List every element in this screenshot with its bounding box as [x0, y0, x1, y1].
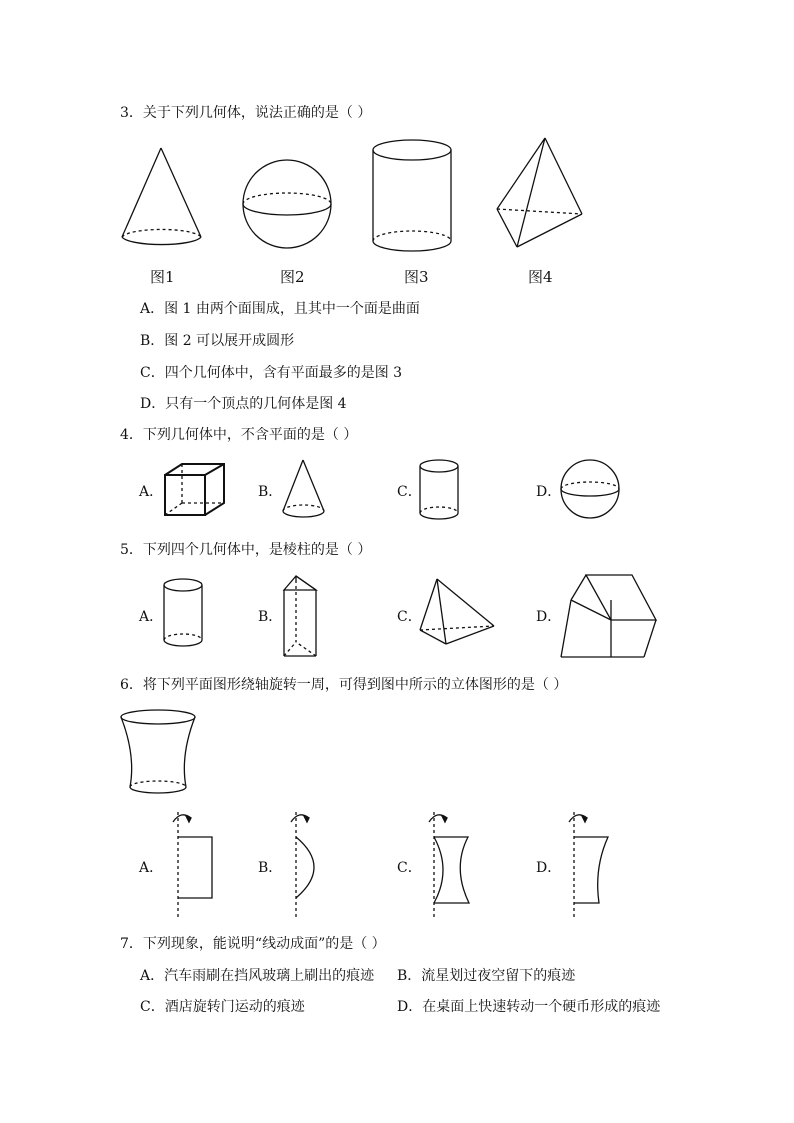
q7-option-a: A．汽车雨刷在挡风玻璃上刷出的痕迹: [140, 968, 375, 984]
figure-caption-2: 图2: [280, 268, 305, 286]
option-d-shape: [569, 812, 608, 920]
q5-label-c: C．: [397, 609, 422, 625]
figure-caption-1: 图1: [150, 268, 175, 286]
q6-label-a: A．: [139, 860, 164, 876]
figure-caption-3: 图3: [404, 268, 429, 286]
q5-label-a: A．: [139, 609, 164, 625]
q4-label-c: C．: [397, 484, 422, 500]
q4-label-d: D．: [536, 484, 562, 500]
option-c-shape: [429, 812, 469, 920]
q6-label-d: D．: [536, 860, 562, 876]
q5-label-b: B．: [258, 609, 283, 625]
q3-option-a: A．图 1 由两个面围成，且其中一个面是曲面: [140, 301, 420, 317]
option-a-shape: [173, 812, 212, 920]
q7-option-d: D．在桌面上快速转动一个硬币形成的痕迹: [397, 999, 661, 1015]
vase-solid-figure: [121, 710, 195, 793]
q7-option-b: B．流星划过夜空留下的痕迹: [397, 968, 576, 984]
q6-label-c: C．: [397, 860, 422, 876]
q4-stem: 4．下列几何体中，不含平面的是（ ）: [120, 427, 358, 443]
q5-label-d: D．: [536, 609, 562, 625]
q6-stem: 6．将下列平面图形绕轴旋转一周，可得到图中所示的立体图形的是（ ）: [120, 677, 568, 693]
q3-stem: 3．关于下列几何体，说法正确的是（ ）: [120, 105, 372, 121]
q7-stem: 7．下列现象，能说明“线动成面”的是（ ）: [120, 936, 386, 952]
q4-label-a: A．: [139, 484, 164, 500]
q3-option-c: C．四个几何体中，含有平面最多的是图 3: [140, 365, 403, 381]
q3-option-d: D．只有一个顶点的几何体是图 4: [140, 396, 347, 412]
q4-label-b: B．: [258, 484, 283, 500]
option-b-shape: [291, 812, 314, 920]
q5-stem: 5．下列四个几何体中，是棱柱的是（ ）: [120, 542, 372, 558]
q7-option-c: C．酒店旋转门运动的痕迹: [140, 999, 305, 1015]
q6-label-b: B．: [258, 860, 283, 876]
q3-option-b: B．图 2 可以展开成圆形: [140, 333, 295, 349]
figure-caption-4: 图4: [528, 268, 553, 286]
